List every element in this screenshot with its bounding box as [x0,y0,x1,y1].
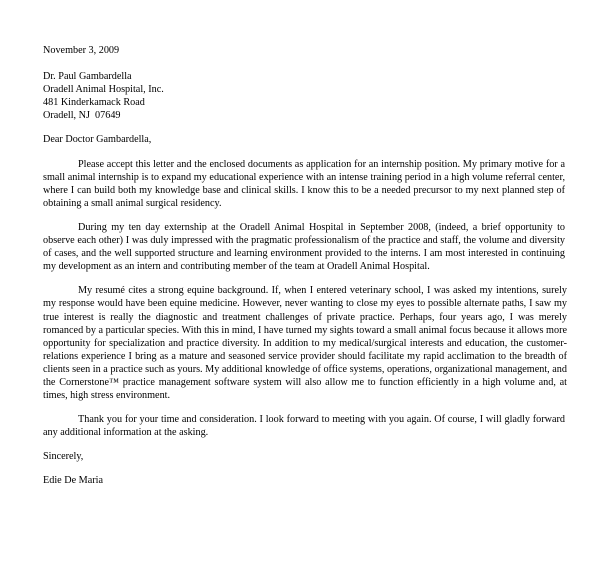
spacer [43,402,565,413]
signature-name: Edie De Maria [43,475,103,487]
cover-letter [43,44,565,488]
recipient-address [43,70,565,122]
spacer [43,210,565,221]
body-paragraph: My resumé cites a strong equine background. If, when I entered veterinary school, I was asked my intentions, surely my response would have been equine medicine. However, never wanting to close my eyes to possible alternate paths, I saw my true interest is really the diagnostic and treatment challenges of private practice. Perhaps, four years ago, I was merely romanced by a particular species. With this in mind, I have turned my sights toward a small animal focus because it allows more opportunity for specialization and practice diversity. In addition to my medical/surgical interests and education, the customer-relations experience I bring as a mature and seasoned service provider should facilitate my rapid acclimation to the breadth of clients seen in a practice such as yours. My additional knowledge of office systems, operations, organizational management, and the Cornerstone™ practice management software system will also allow me to function efficiently in a high volume and, at times, high stress environment. [43,285,567,402]
body-paragraph: Please accept this letter and the enclosed documents as application for an internship position. My primary motive for a small animal internship is to expand my educational experience with an intense training period in a high volume referral center, where I can build both my knowledge base and clinical skills. I know this to be a needed precursor to my next planned step of obtaining a small animal surgical residency. [43,158,565,209]
spacer [43,57,565,70]
spacer [43,122,565,133]
spacer [43,273,565,284]
spacer [43,147,565,158]
recipient-street: 481 Kinderkamack Road [43,97,145,109]
closing: Sincerely, [43,451,84,463]
spacer [43,463,565,474]
recipient-organization: Oradell Animal Hospital, Inc. [43,84,164,96]
recipient-city-state-zip: Oradell, NJ 07649 [43,110,121,122]
recipient-name: Dr. Paul Gambardella [43,71,132,83]
salutation: Dear Doctor Gambardella, [43,134,152,146]
spacer [43,439,565,450]
body-paragraph: Thank you for your time and consideration. I look forward to meeting with you again. Of course, I will gladly forward any additional information at the asking. [43,414,565,439]
letter-date: November 3, 2009 [43,45,120,56]
body-paragraph: During my ten day externship at the Oradell Animal Hospital in September 2008, (indeed, a brief opportunity to observe each other) I was duly impressed with the pragmatic professionalism of the practice and staff, the volume and diversity of cases, and the well supported structure and learning environment provided to the interns. I am most interested in continuing my development as an intern and contributing member of the team at Oradell Animal Hospital. [43,221,565,273]
